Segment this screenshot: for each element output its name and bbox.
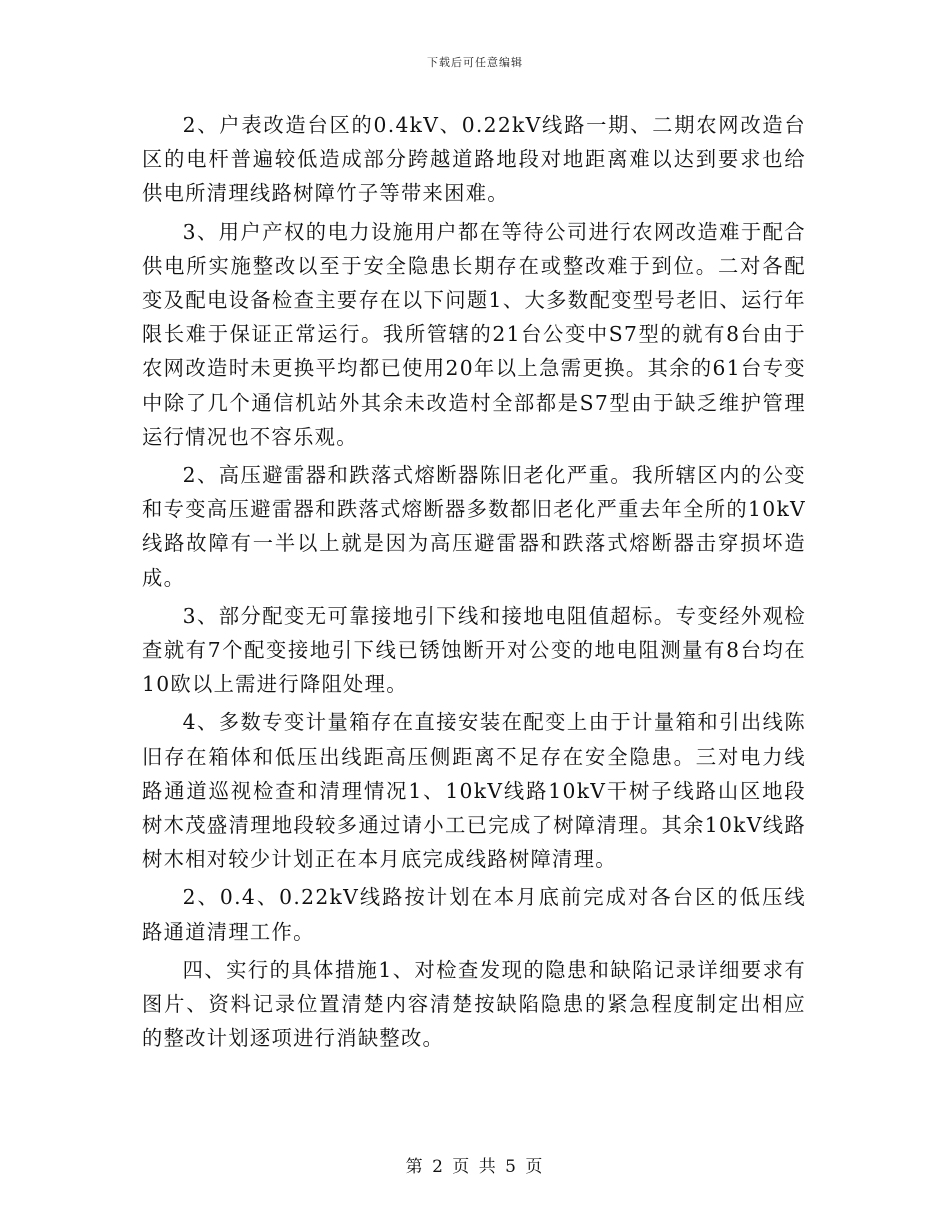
page-header-note: 下载后可任意编辑 [427,56,523,69]
paragraph: 2、户表改造台区的0.4kV、0.22kV线路一期、二期农网改造台区的电杆普遍较低造成部分跨越道路地段对地距离难以达到要求也给供电所清理线路树障竹子等带来困难。 [142,113,806,206]
paragraph: 四、实行的具体措施1、对检查发现的隐患和缺陷记录详细要求有图片、资料记录位置清楚内容清楚按缺陷隐患的紧急程度制定出相应的整改计划逐项进行消缺整改。 [142,957,806,1051]
paragraph: 4、多数专变计量箱存在直接安装在配变上由于计量箱和引出线陈旧存在箱体和低压出线距高压侧距离不足存在安全隐患。三对电力线路通道巡视检查和清理情况1、10kV线路10kV干树子线路山区地段树木茂盛清理地段较多通过请小工已完成了树障清理。其余10kV线路树木相对较少计划正在本月底完成线路树障清理。 [142,710,806,872]
paragraph: 3、用户产权的电力设施用户都在等待公司进行农网改造难于配合供电所实施整改以至于安全隐患长期存在或整改难于到位。二对各配变及配电设备检查主要存在以下问题1、大多数配变型号老旧、运行年限长难于保证正常运行。我所管辖的21台公变中S7型的就有8台由于农网改造时未更换平均都已使用20年以上急需更换。其余的61台专变中除了几个通信机站外其余未改造村全部都是S7型由于缺乏维护管理运行情况也不容乐观。 [142,219,806,449]
page-number: 第 2 页 共 5 页 [405,1157,545,1177]
paragraph: 3、部分配变无可靠接地引下线和接地电阻值超标。专变经外观检查就有7个配变接地引下线已锈蚀断开对公变的地电阻测量有8台均在10欧以上需进行降阻处理。 [142,603,806,697]
paragraph: 2、高压避雷器和跌落式熔断器陈旧老化严重。我所辖区内的公变和专变高压避雷器和跌落式熔断器多数都旧老化严重去年全所的10kV线路故障有一半以上就是因为高压避雷器和跌落式熔断器击穿损坏造成。 [142,463,806,590]
document-body [142,108,806,1059]
paragraph: 2、0.4、0.22kV线路按计划在本月底前完成对各台区的低压线路通道清理工作。 [142,885,806,944]
